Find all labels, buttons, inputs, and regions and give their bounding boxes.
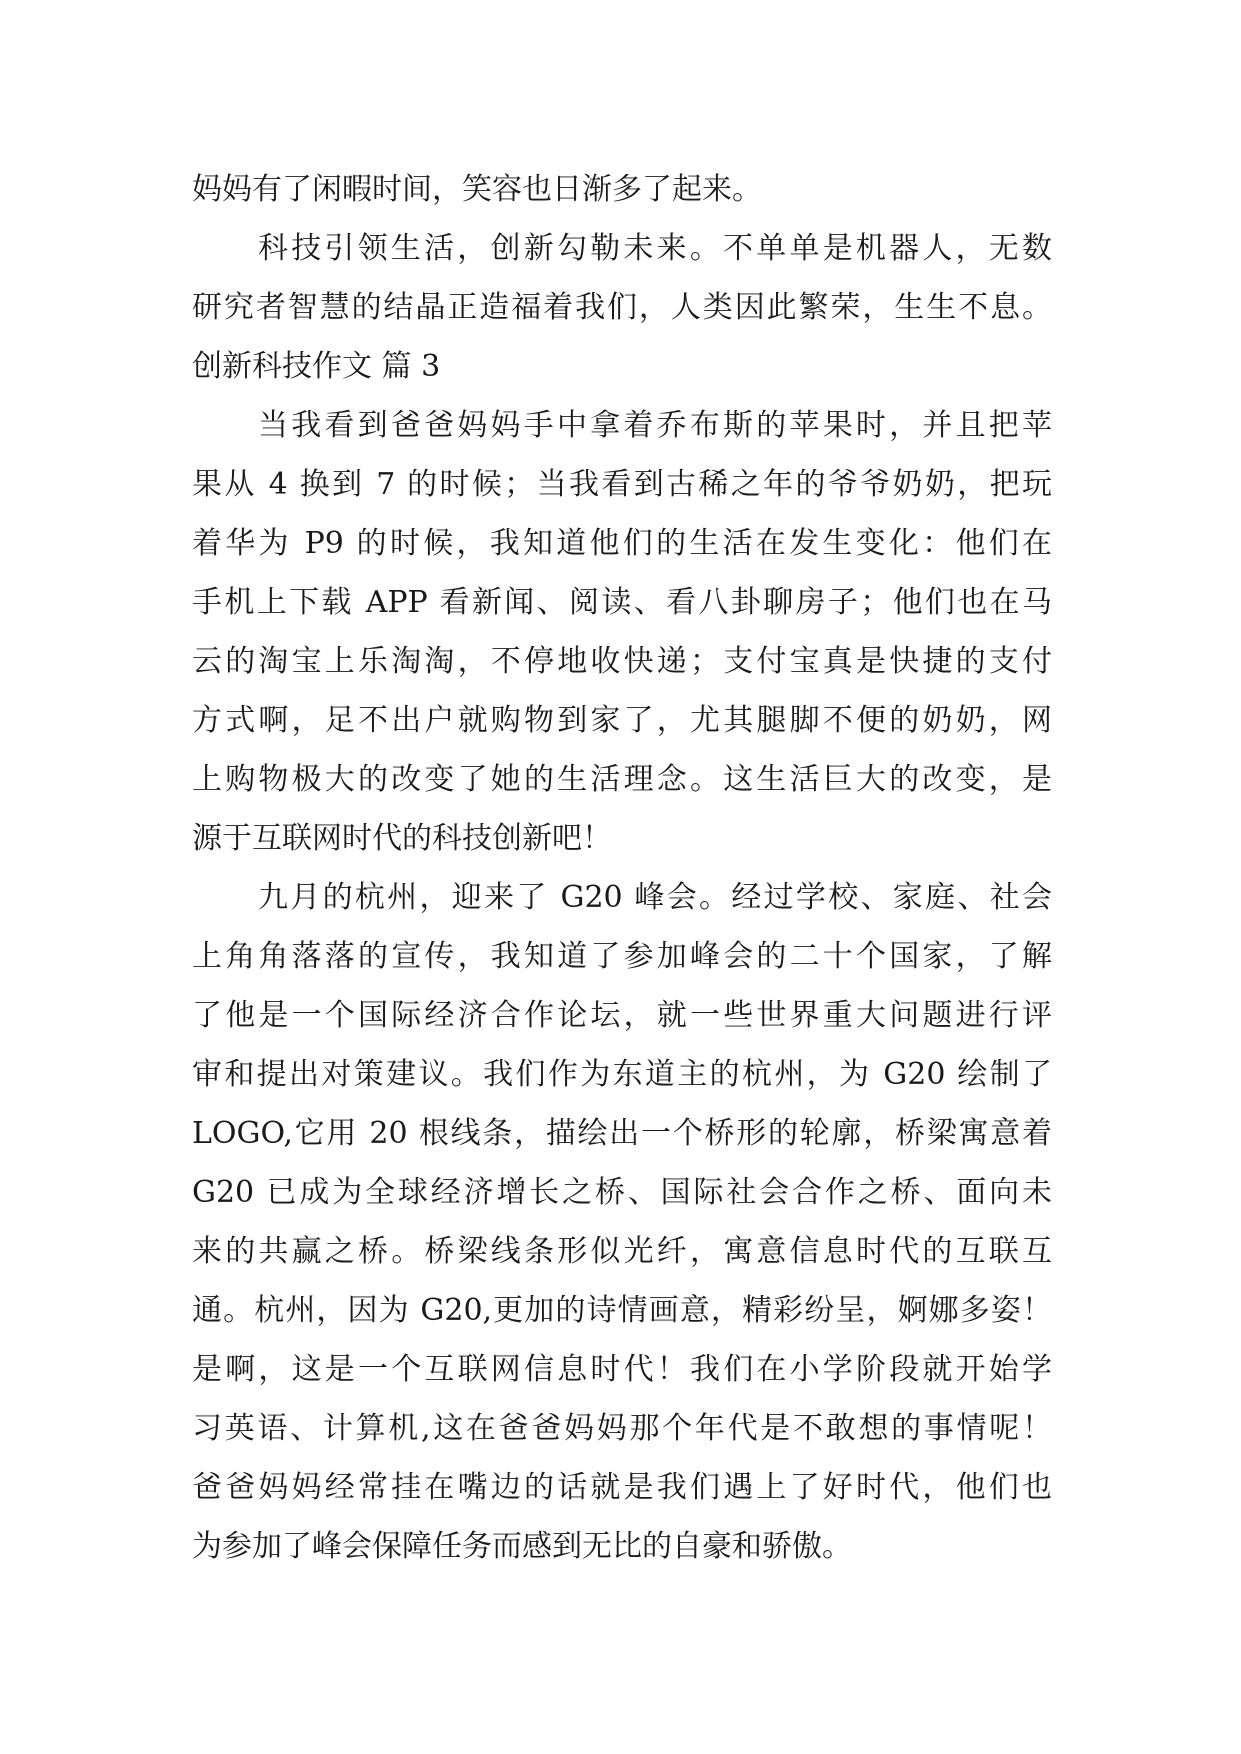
text-line: 妈妈有了闲暇时间，笑容也日渐多了起来。 xyxy=(192,172,762,207)
text-line: 是啊，这是一个互联网信息时代！我们在小学阶段就开始学 xyxy=(192,1352,1052,1387)
text-line: 当我看到爸爸妈妈手中拿着乔布斯的苹果时，并且把苹 xyxy=(258,408,1052,443)
text-line: 研究者智慧的结晶正造福着我们，人类因此繁荣，生生不息。 xyxy=(192,290,1052,325)
text-line: 九月的杭州，迎来了 G20 峰会。经过学校、家庭、社会 xyxy=(258,880,1052,915)
text-line: 方式啊，足不出户就购物到家了，尤其腿脚不便的奶奶，网 xyxy=(192,703,1052,738)
text-line: 果从 4 换到 7 的时候；当我看到古稀之年的爷爷奶奶，把玩 xyxy=(192,467,1052,502)
text-line: 着华为 P9 的时候，我知道他们的生活在发生变化：他们在 xyxy=(192,526,1052,561)
text-line: 上角角落落的宣传，我知道了参加峰会的二十个国家，了解 xyxy=(192,939,1052,974)
text-line: 爸爸妈妈经常挂在嘴边的话就是我们遇上了好时代，他们也 xyxy=(192,1470,1052,1505)
text-line: 上购物极大的改变了她的生活理念。这生活巨大的改变，是 xyxy=(192,762,1052,797)
text-line: 源于互联网时代的科技创新吧！ xyxy=(192,821,612,856)
text-line: LOGO,它用 20 根线条，描绘出一个桥形的轮廓，桥梁寓意着 xyxy=(192,1116,1052,1151)
text-line: 云的淘宝上乐淘淘，不停地收快递；支付宝真是快捷的支付 xyxy=(192,644,1052,679)
text-line: 为参加了峰会保障任务而感到无比的自豪和骄傲。 xyxy=(192,1529,852,1564)
document-body xyxy=(192,160,1052,1576)
section-heading: 创新科技作文 篇 3 xyxy=(192,349,441,384)
text-line: 了他是一个国际经济合作论坛，就一些世界重大问题进行评 xyxy=(192,998,1052,1033)
text-line: 通。杭州，因为 G20,更加的诗情画意，精彩纷呈，婀娜多姿！ xyxy=(192,1293,1052,1328)
text-line: 审和提出对策建议。我们作为东道主的杭州，为 G20 绘制了 xyxy=(192,1057,1052,1092)
text-line: 手机上下载 APP 看新闻、阅读、看八卦聊房子；他们也在马 xyxy=(192,585,1052,620)
text-line: 科技引领生活，创新勾勒未来。不单单是机器人，无数 xyxy=(258,231,1052,266)
text-line: G20 已成为全球经济增长之桥、国际社会合作之桥、面向未 xyxy=(192,1175,1052,1210)
text-line: 来的共赢之桥。桥梁线条形似光纤，寓意信息时代的互联互 xyxy=(192,1234,1052,1269)
text-line: 习英语、计算机,这在爸爸妈妈那个年代是不敢想的事情呢！ xyxy=(192,1411,1052,1446)
